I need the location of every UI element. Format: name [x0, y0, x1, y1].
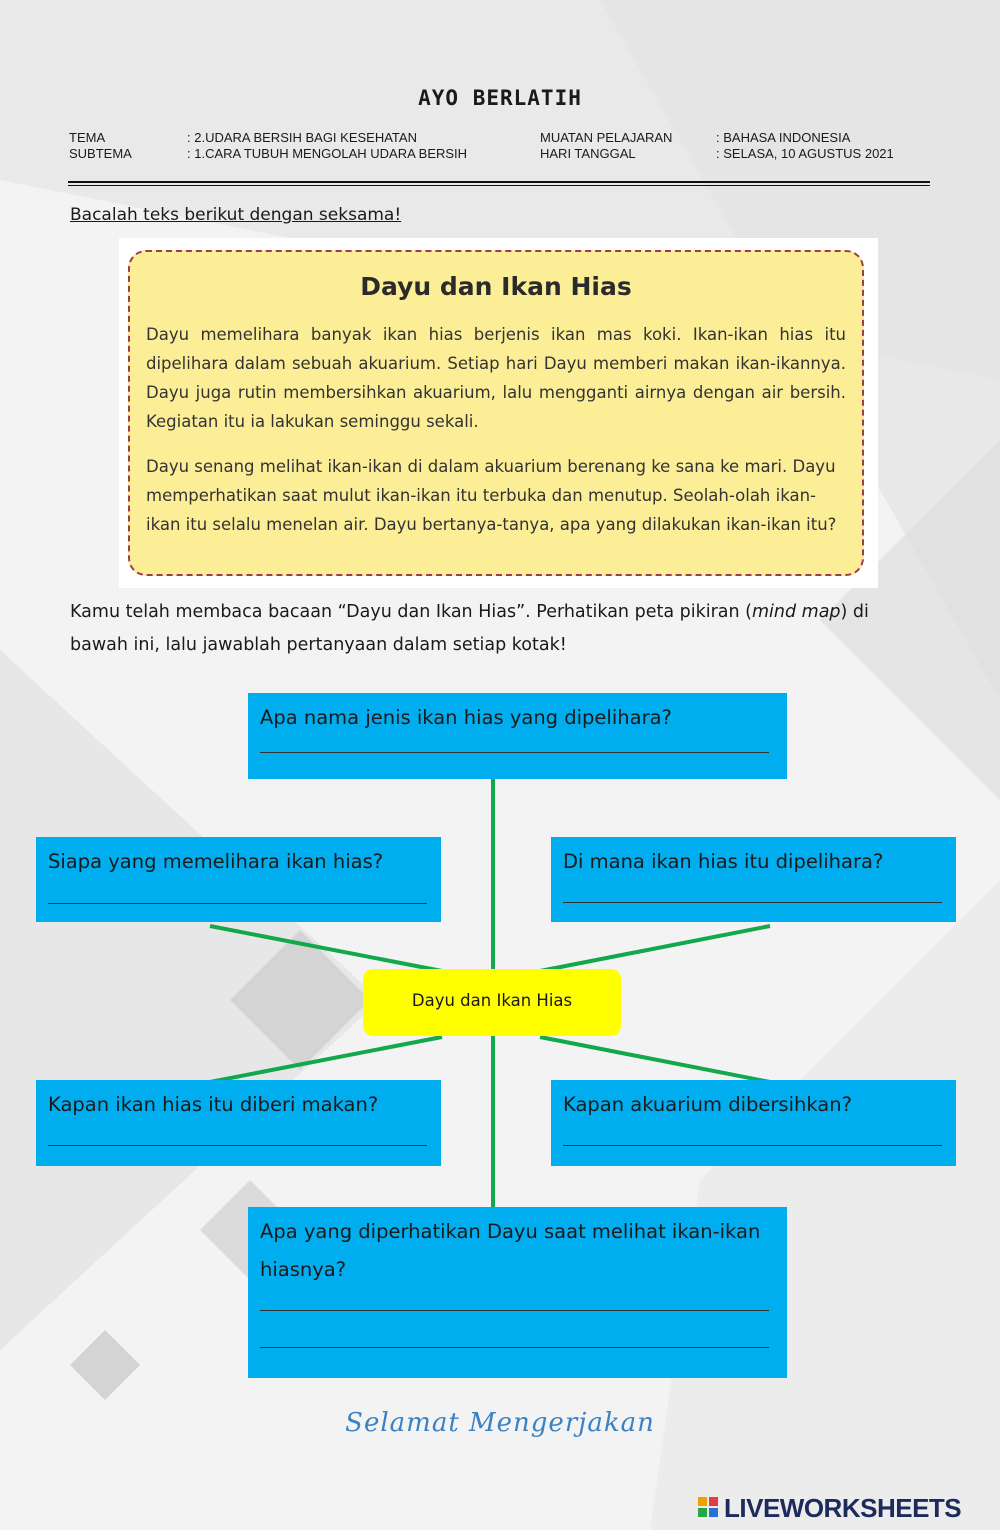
answer-line-right-upper[interactable]	[563, 902, 942, 903]
question-box-right-lower	[551, 1080, 956, 1166]
intro-text-2: ) di bawah ini, lalu jawablah pertanyaan dalam setiap kotak!	[70, 602, 869, 655]
story-paragraph-1: Dayu memelihara banyak ikan hias berjenis ikan mas koki. Ikan-ikan hias itu dipelihara dalam sebuah akuarium. Setiap hari Dayu memberi makan ikan-ikannya. Dayu juga rutin membersihkan akuarium, lalu mengganti airnya dengan air bersih. Kegiatan itu ia lakukan seminggu sekali.	[146, 325, 846, 431]
answer-line-top[interactable]	[260, 752, 769, 753]
question-right-lower: Kapan akuarium dibersihkan?	[563, 1093, 852, 1116]
answer-line-bottom-1[interactable]	[260, 1310, 769, 1311]
mindmap-center: Dayu dan Ikan Hias	[363, 969, 621, 1036]
answer-line-right-lower[interactable]	[563, 1145, 942, 1146]
muatan-label: MUATAN PELAJARAN	[540, 130, 673, 145]
question-box-left-lower	[36, 1080, 441, 1166]
page-title: AYO BERLATIH	[418, 86, 582, 110]
story-paragraph-2: Dayu senang melihat ikan-ikan di dalam akuarium berenang ke sana ke mari. Dayu memperhatikan saat mulut ikan-ikan itu terbuka dan menutup. Seolah-olah ikan-ikan itu selalu menelan air. Dayu bertanya-tanya, apa yang dilakukan ikan-ikan itu?	[146, 457, 837, 534]
question-right-upper: Di mana ikan hias itu dipelihara?	[563, 850, 884, 873]
connector-left-upper	[210, 926, 442, 971]
hari-label: HARI TANGGAL	[540, 146, 636, 161]
question-bottom: Apa yang diperhatikan Dayu saat melihat ikan-ikan hiasnya?	[260, 1220, 761, 1281]
question-top: Apa nama jenis ikan hias yang dipelihara?	[260, 706, 672, 729]
answer-line-left-upper[interactable]	[48, 903, 427, 904]
question-left-upper: Siapa yang memelihara ikan hias?	[48, 850, 384, 873]
closing-message: Selamat Mengerjakan	[345, 1408, 655, 1438]
tema-label: TEMA	[69, 130, 106, 145]
question-box-top	[248, 693, 787, 779]
reading-instruction: Bacalah teks berikut dengan seksama!	[70, 205, 402, 225]
muatan-value: : BAHASA INDONESIA	[716, 130, 851, 145]
answer-line-left-lower[interactable]	[48, 1145, 427, 1146]
connector-left-lower	[210, 1037, 442, 1082]
connector-right-upper	[540, 926, 770, 971]
story-title: Dayu dan Ikan Hias	[360, 272, 632, 301]
subtema-label: SUBTEMA	[69, 146, 132, 161]
answer-line-bottom-2[interactable]	[260, 1347, 769, 1348]
intro-italic: mind map	[751, 602, 841, 622]
question-box-bottom	[248, 1207, 787, 1378]
brand-name: LIVEWORKSHEETS	[724, 1493, 962, 1523]
tema-value: : 2.UDARA BERSIH BAGI KESEHATAN	[187, 130, 417, 145]
hari-value: : SELASA, 10 AGUSTUS 2021	[716, 146, 894, 161]
connector-right-lower	[540, 1037, 770, 1082]
question-box-left-upper	[36, 837, 441, 922]
subtema-value: : 1.CARA TUBUH MENGOLAH UDARA BERSIH	[187, 146, 468, 161]
intro-text-1: Kamu telah membaca bacaan “Dayu dan Ikan Hias”. Perhatikan peta pikiran (	[70, 602, 752, 622]
question-box-right-upper	[551, 837, 956, 922]
question-left-lower: Kapan ikan hias itu diberi makan?	[48, 1093, 379, 1116]
